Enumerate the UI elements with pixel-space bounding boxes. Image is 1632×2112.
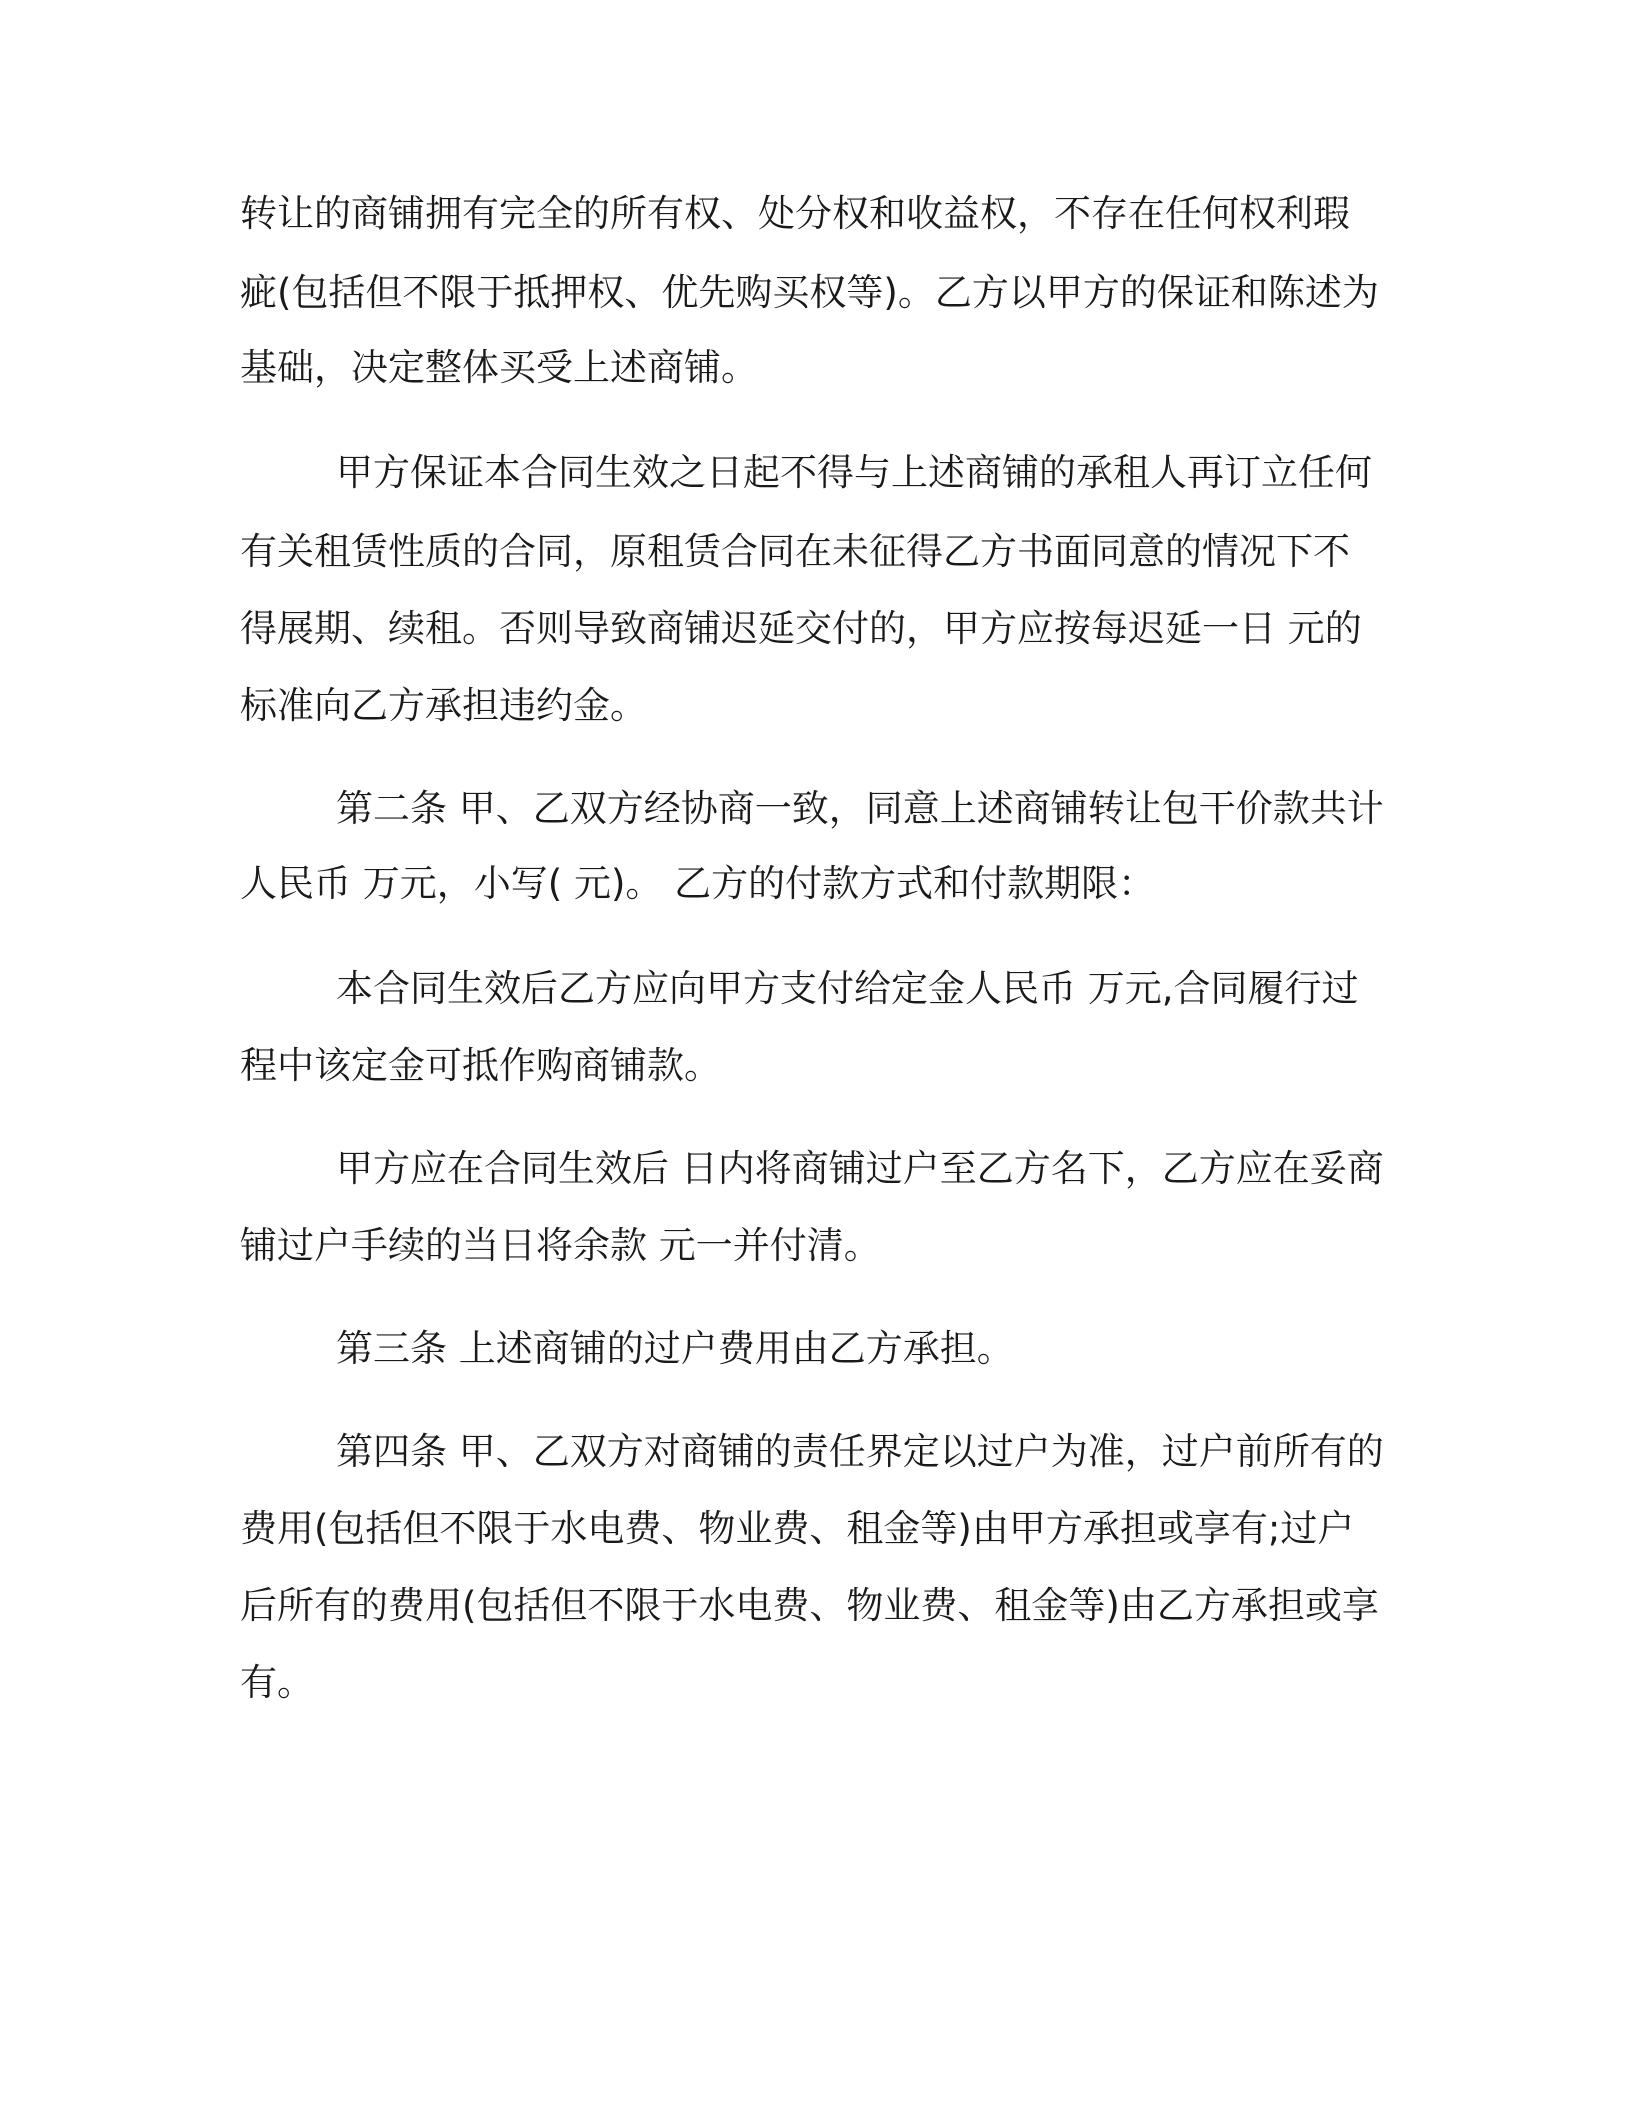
paragraph-2-line-1: 甲方保证本合同生效之日起不得与上述商铺的承租人再订立任何: [336, 451, 1372, 494]
paragraph-3-line-2: 人民币 万元，小写( 元)。 乙方的付款方式和付款期限：: [240, 862, 1156, 905]
paragraph-2-line-4: 标准向乙方承担违约金。: [240, 684, 647, 727]
paragraph-5-line-1: 甲方应在合同生效后 日内将商铺过户至乙方名下，乙方应在妥商: [336, 1147, 1384, 1190]
paragraph-4-line-2: 程中该定金可抵作购商铺款。: [240, 1044, 721, 1087]
paragraph-6-line-1: 第三条 上述商铺的过户费用由乙方承担。: [336, 1327, 1014, 1370]
paragraph-3-line-1: 第二条 甲、乙双方经协商一致，同意上述商铺转让包干价款共计: [336, 787, 1384, 830]
paragraph-1-line-3: 基础，决定整体买受上述商铺。: [240, 346, 758, 389]
paragraph-2-line-3: 得展期、续租。否则导致商铺迟延交付的，甲方应按每迟延一日 元的: [240, 607, 1362, 650]
paragraph-7-line-4: 有。: [240, 1661, 314, 1704]
paragraph-1-line-1: 转让的商铺拥有完全的所有权、处分权和收益权，不存在任何权利瑕: [240, 192, 1350, 235]
paragraph-7-line-2: 费用(包括但不限于水电费、物业费、租金等)由甲方承担或享有;过户: [240, 1507, 1355, 1550]
paragraph-2-line-2: 有关租赁性质的合同，原租赁合同在未征得乙方书面同意的情况下不: [240, 530, 1350, 573]
paragraph-7-line-3: 后所有的费用(包括但不限于水电费、物业费、租金等)由乙方承担或享: [240, 1584, 1379, 1627]
paragraph-7-line-1: 第四条 甲、乙双方对商铺的责任界定以过户为准，过户前所有的: [336, 1430, 1384, 1473]
paragraph-4-line-1: 本合同生效后乙方应向甲方支付给定金人民币 万元,合同履行过: [336, 967, 1359, 1010]
paragraph-1-line-2: 疵(包括但不限于抵押权、优先购买权等)。乙方以甲方的保证和陈述为: [240, 271, 1379, 314]
paragraph-5-line-2: 铺过户手续的当日将余款 元一并付清。: [240, 1224, 881, 1267]
